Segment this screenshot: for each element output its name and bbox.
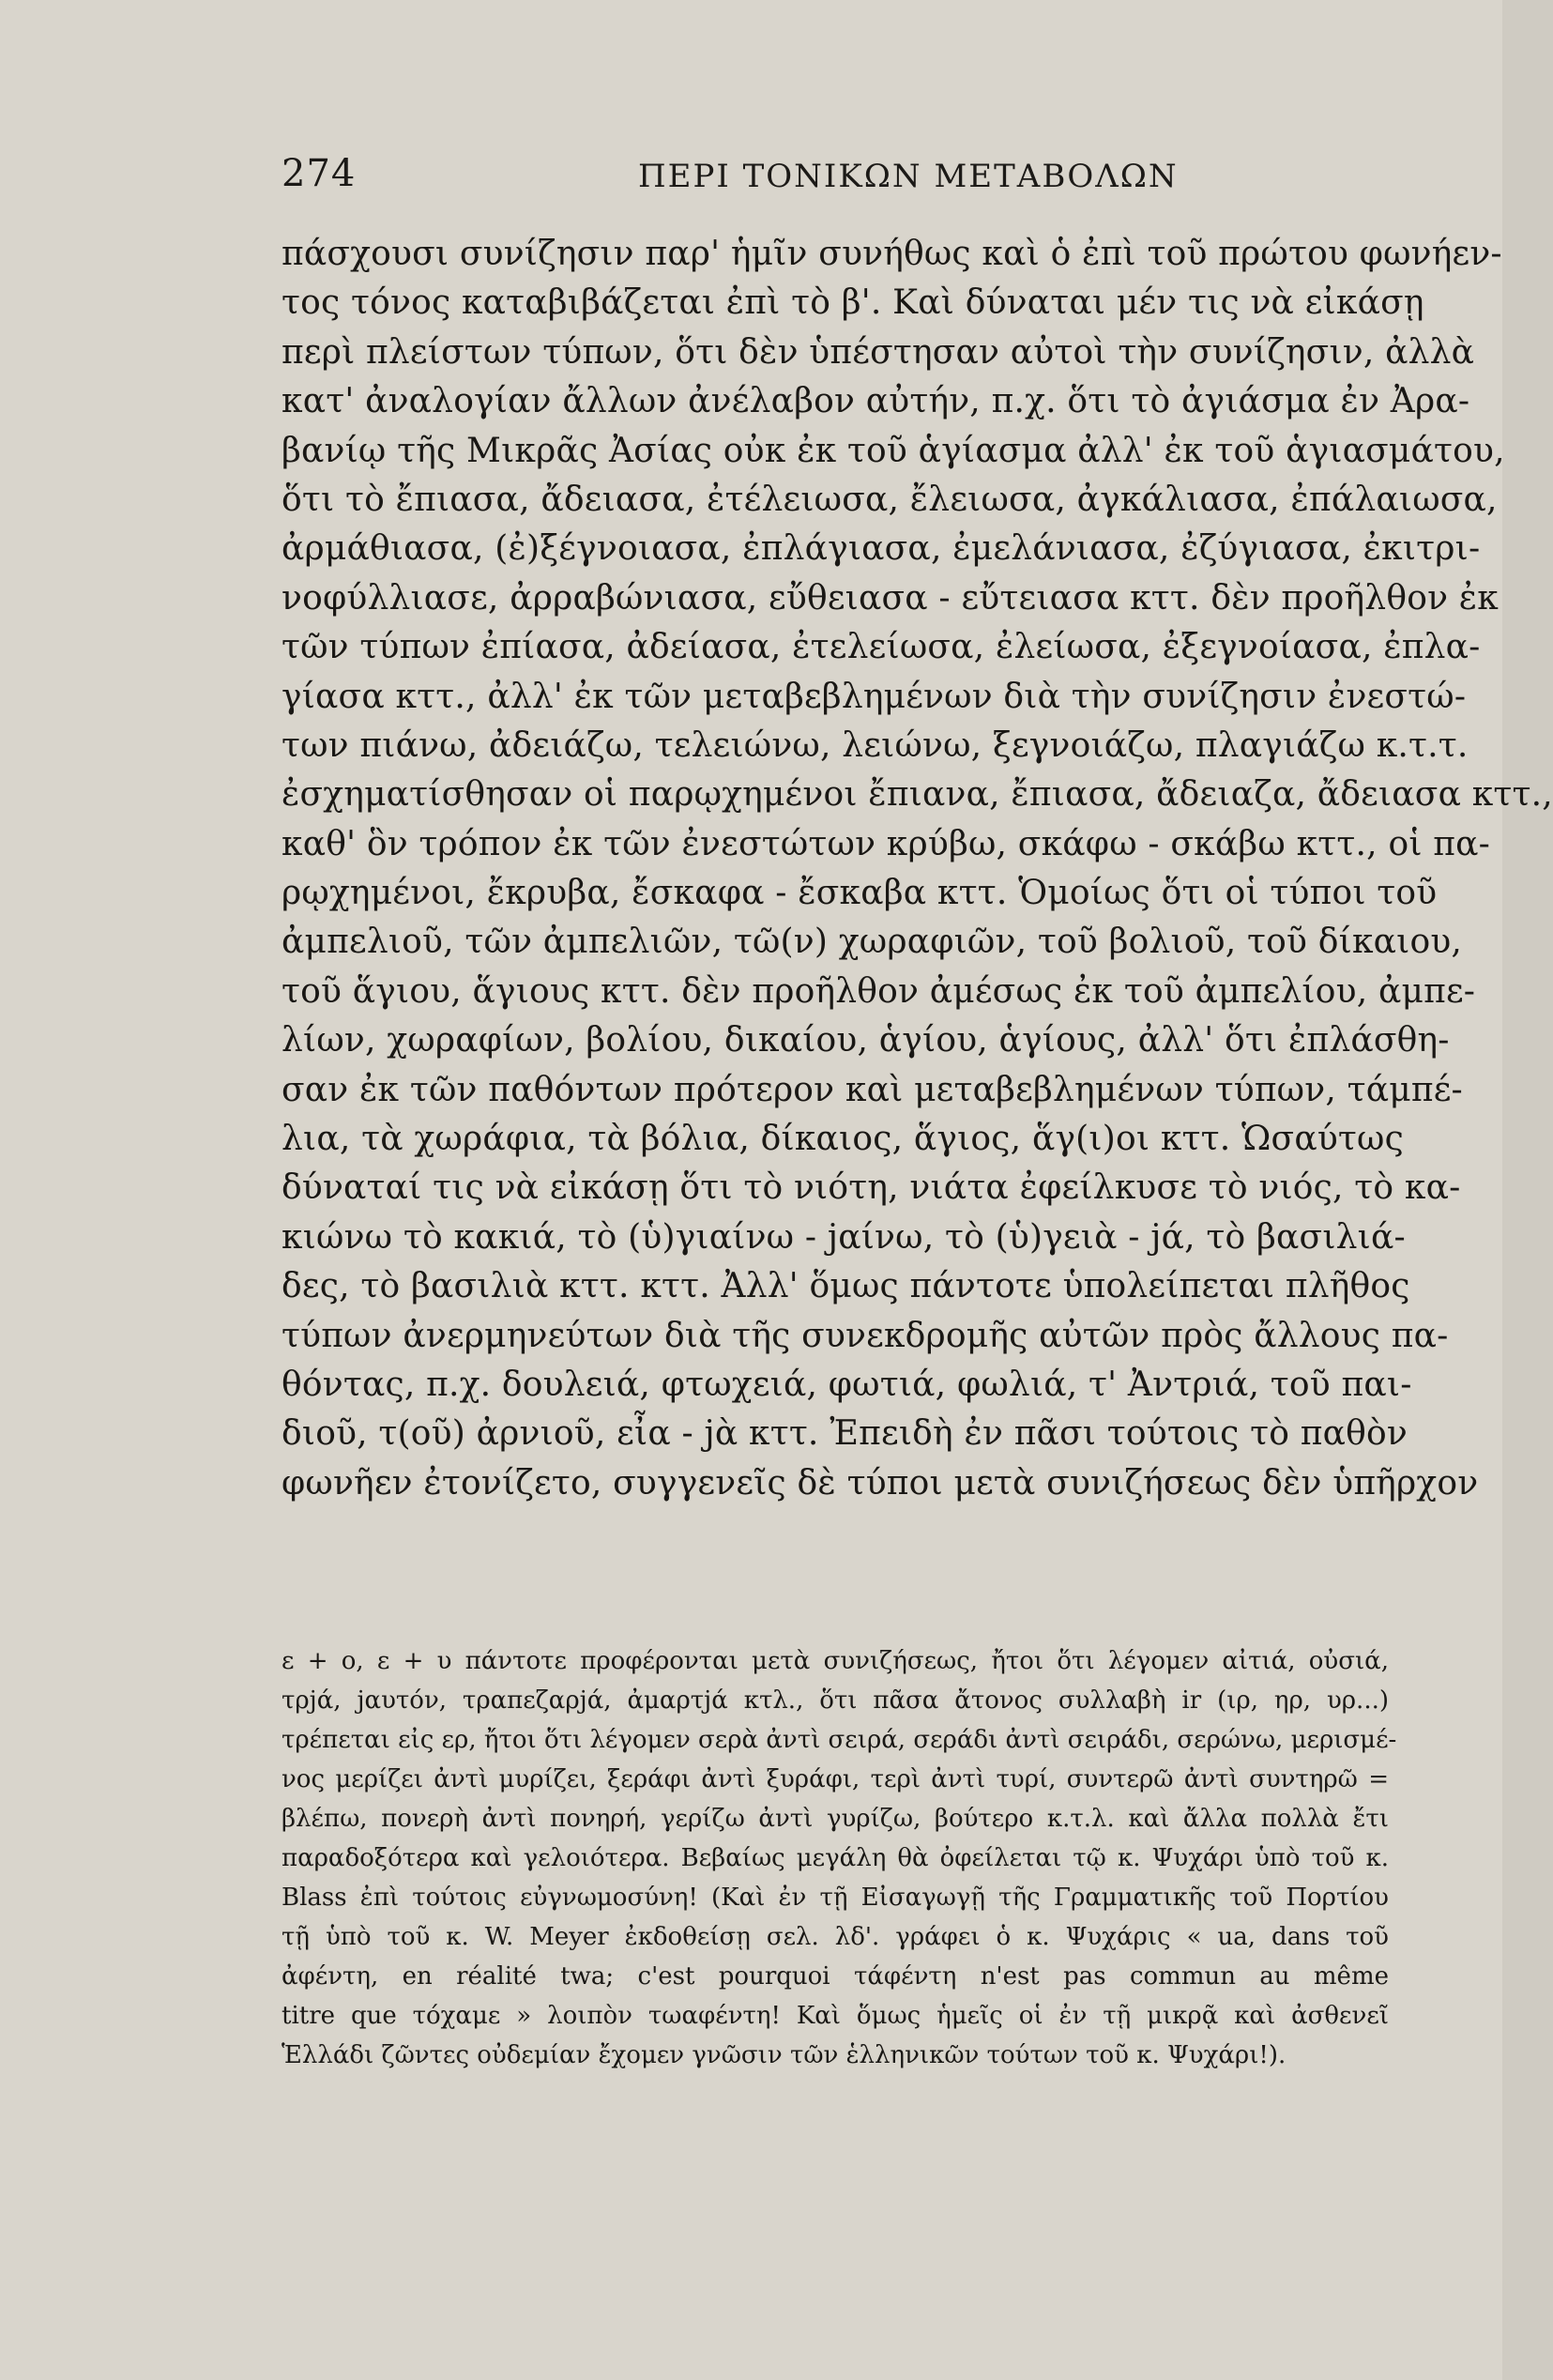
body-line: δες, τὸ βασιλιὰ κττ. κττ. Ἀλλ' ὅμως πάντοτε ὑπολείπεται πλῆθος bbox=[282, 1267, 1410, 1306]
footnote-line: Blass ἐπὶ τούτοις εὐγνωμοσύνη! (Καὶ ἐν τῇ Εἰσαγωγῇ τῆς Γραμματικῆς τοῦ Πορτίου bbox=[282, 1884, 1389, 1912]
body-line: πάσχουσι συνίζησιν παρ' ἡμῖν συνήθως καὶ ὁ ἐπὶ τοῦ πρώτου φωνήεν- bbox=[282, 235, 1502, 273]
body-line: τος τόνος καταβιβάζεται ἐπὶ τὸ β'. Καὶ δύναται μέν τις νὰ εἰκάσῃ bbox=[282, 283, 1424, 323]
body-line: ρῳχημένοι, ἔκρυβα, ἔσκαφα - ἔσκαβα κττ. Ὁμοίως ὅτι οἱ τύποι τοῦ bbox=[282, 874, 1438, 913]
footnote bbox=[282, 1641, 1397, 2075]
footnote-line: βλέπω, πονερὴ ἀντὶ πονηρή, γερίζω ἀντὶ γυρίζω, βούτερο κ.τ.λ. καὶ ἄλλα πολλὰ ἔτι bbox=[282, 1805, 1389, 1833]
body-line: νοφύλλιασε, ἀρραβώνιασα, εὔθειασα - εὔτειασα κττ. δὲν προῆλθον ἐκ bbox=[282, 578, 1500, 618]
body-line: ἐσχηματίσθησαν οἱ παρῳχημένοι ἔπιανα, ἔπιασα, ἄδειαζα, ἄδειασα κττ., bbox=[282, 775, 1553, 815]
footnote-line: ε + ο, ε + υ πάντοτε προφέρονται μετὰ συνιζήσεως, ἤτοι ὅτι λέγομεν αἰτιά, οὐσιά, bbox=[282, 1647, 1389, 1675]
body-line: διοῦ, τ(οῦ) ἀρνιοῦ, εἶα - jὰ κττ. Ἐπειδὴ ἐν πᾶσι τούτοις τὸ παθὸν bbox=[282, 1414, 1408, 1454]
body-line: ἀμπελιοῦ, τῶν ἀμπελιῶν, τῶ(ν) χωραφιῶν, τοῦ βολιοῦ, τοῦ δίκαιου, bbox=[282, 923, 1463, 962]
body-line: φωνῆεν ἐτονίζετο, συγγενεῖς δὲ τύποι μετὰ συνιζήσεως δὲν ὑπῆρχον bbox=[282, 1463, 1479, 1503]
body-line: ἀρμάθιασα, (ἐ)ξέγνοιασα, ἐπλάγιασα, ἐμελάνιασα, ἐζύγιασα, ἐκιτρι- bbox=[282, 529, 1481, 569]
body-line: τῶν τύπων ἐπίασα, ἀδείασα, ἐτελείωσα, ἐλείωσα, ἐξεγνοίασα, ἐπλα- bbox=[282, 628, 1481, 667]
body-line: κατ' ἀναλογίαν ἄλλων ἀνέλαβον αὐτήν, π.χ. ὅτι τὸ ἀγιάσμα ἐν Ἀρα- bbox=[282, 382, 1470, 421]
page-header bbox=[282, 152, 1389, 208]
footnote-line: παραδοξότερα καὶ γελοιότερα. Βεβαίως μεγάλη θὰ ὀφείλεται τῷ κ. Ψυχάρι ὑπὸ τοῦ κ. bbox=[282, 1844, 1389, 1872]
body-line: καθ' ὃν τρόπον ἐκ τῶν ἐνεστώτων κρύβω, σκάφω - σκάβω κττ., οἱ πα- bbox=[282, 824, 1491, 863]
footnote-line: Ἑλλάδι ζῶντες οὐδεμίαν ἔχομεν γνῶσιν τῶν ἑλληνικῶν τούτων τοῦ κ. Ψυχάρι!). bbox=[282, 2041, 1287, 2069]
body-line: βανίῳ τῆς Μικρᾶς Ἀσίας οὐκ ἐκ τοῦ ἁγίασμα ἀλλ' ἐκ τοῦ ἁγιασμάτου, bbox=[282, 431, 1505, 470]
body-line: λίων, χωραφίων, βολίου, δικαίου, ἁγίου, ἁγίους, ἀλλ' ὅτι ἐπλάσθη- bbox=[282, 1021, 1450, 1060]
running-head: ΠΕΡΙ ΤΟΝΙΚΩΝ ΜΕΤΑΒΟΛΩΝ bbox=[638, 158, 1179, 195]
footnote-line: ἀφέντη, en réalité twa; c'est pourquoi τάφέντη n'est pas commun au même bbox=[282, 1962, 1389, 1991]
body-line: δύναταί τις νὰ εἰκάσῃ ὅτι τὸ νιότη, νιάτα ἐφείλκυσε τὸ νιός, τὸ κα- bbox=[282, 1168, 1461, 1208]
footnote-line: τῇ ὑπὸ τοῦ κ. W. Meyer ἐκδοθείσῃ σελ. λδ'. γράφει ὁ κ. Ψυχάρις « ua, dans τοῦ bbox=[282, 1923, 1389, 1951]
body-line: κιώνω τὸ κακιά, τὸ (ὑ)γιαίνω - jαίνω, τὸ (ὑ)γειὰ - jά, τὸ βασιλιά- bbox=[282, 1217, 1406, 1257]
body-line: τοῦ ἅγιου, ἅγιους κττ. δὲν προῆλθον ἀμέσως ἐκ τοῦ ἀμπελίου, ἀμπε- bbox=[282, 971, 1476, 1011]
footnote-line: τρέπεται εἰς ερ, ἤτοι ὅτι λέγομεν σερὰ ἀντὶ σειρά, σεράδι ἀντὶ σειράδι, σερώνω, μερισμέ- bbox=[282, 1726, 1397, 1754]
body-line: των πιάνω, ἀδειάζω, τελειώνω, λειώνω, ξεγνοιάζω, πλαγιάζω κ.τ.τ. bbox=[282, 725, 1469, 765]
body-line: σαν ἐκ τῶν παθόντων πρότερον καὶ μεταβεβλημένων τύπων, τάμπέ- bbox=[282, 1070, 1463, 1109]
footnote-line: titre que τόχαμε » λοιπὸν τωαφέντη! Καὶ ὅμως ἡμεῖς οἱ ἐν τῇ μικρᾷ καὶ ἀσθενεῖ bbox=[282, 2002, 1389, 2030]
body-line: λια, τὰ χωράφια, τὰ βόλια, δίκαιος, ἅγιος, ἅγ(ι)οι κττ. Ὡσαύτως bbox=[282, 1120, 1404, 1159]
page-number: 274 bbox=[282, 152, 357, 195]
body-text bbox=[282, 230, 1553, 1508]
body-line: ὅτι τὸ ἔπιασα, ἄδειασα, ἐτέλειωσα, ἔλειωσα, ἀγκάλιασα, ἐπάλαιωσα, bbox=[282, 480, 1498, 519]
footnote-line: τρjά, jαυτόν, τραπεζαρjά, ἀμαρτjά κτλ., ὅτι πᾶσα ἄτονος συλλαβὴ ir (ιρ, ηρ, υρ...) bbox=[282, 1686, 1389, 1715]
footnote-line: νος μερίζει ἀντὶ μυρίζει, ξεράφι ἀντὶ ξυράφι, τερὶ ἀντὶ τυρί, συντερῶ ἀντὶ συντηρῶ = bbox=[282, 1765, 1389, 1793]
body-line: περὶ πλείστων τύπων, ὅτι δὲν ὑπέστησαν αὐτοὶ τὴν συνίζησιν, ἀλλὰ bbox=[282, 332, 1475, 372]
body-line: τύπων ἀνερμηνεύτων διὰ τῆς συνεκδρομῆς αὐτῶν πρὸς ἄλλους πα- bbox=[282, 1316, 1449, 1355]
body-line: θόντας, π.χ. δουλειά, φτωχειά, φωτιά, φωλιά, τ' Ἀντριά, τοῦ παι- bbox=[282, 1365, 1412, 1404]
body-line: γίασα κττ., ἀλλ' ἐκ τῶν μεταβεβλημένων διὰ τὴν συνίζησιν ἐνεστώ- bbox=[282, 677, 1467, 716]
